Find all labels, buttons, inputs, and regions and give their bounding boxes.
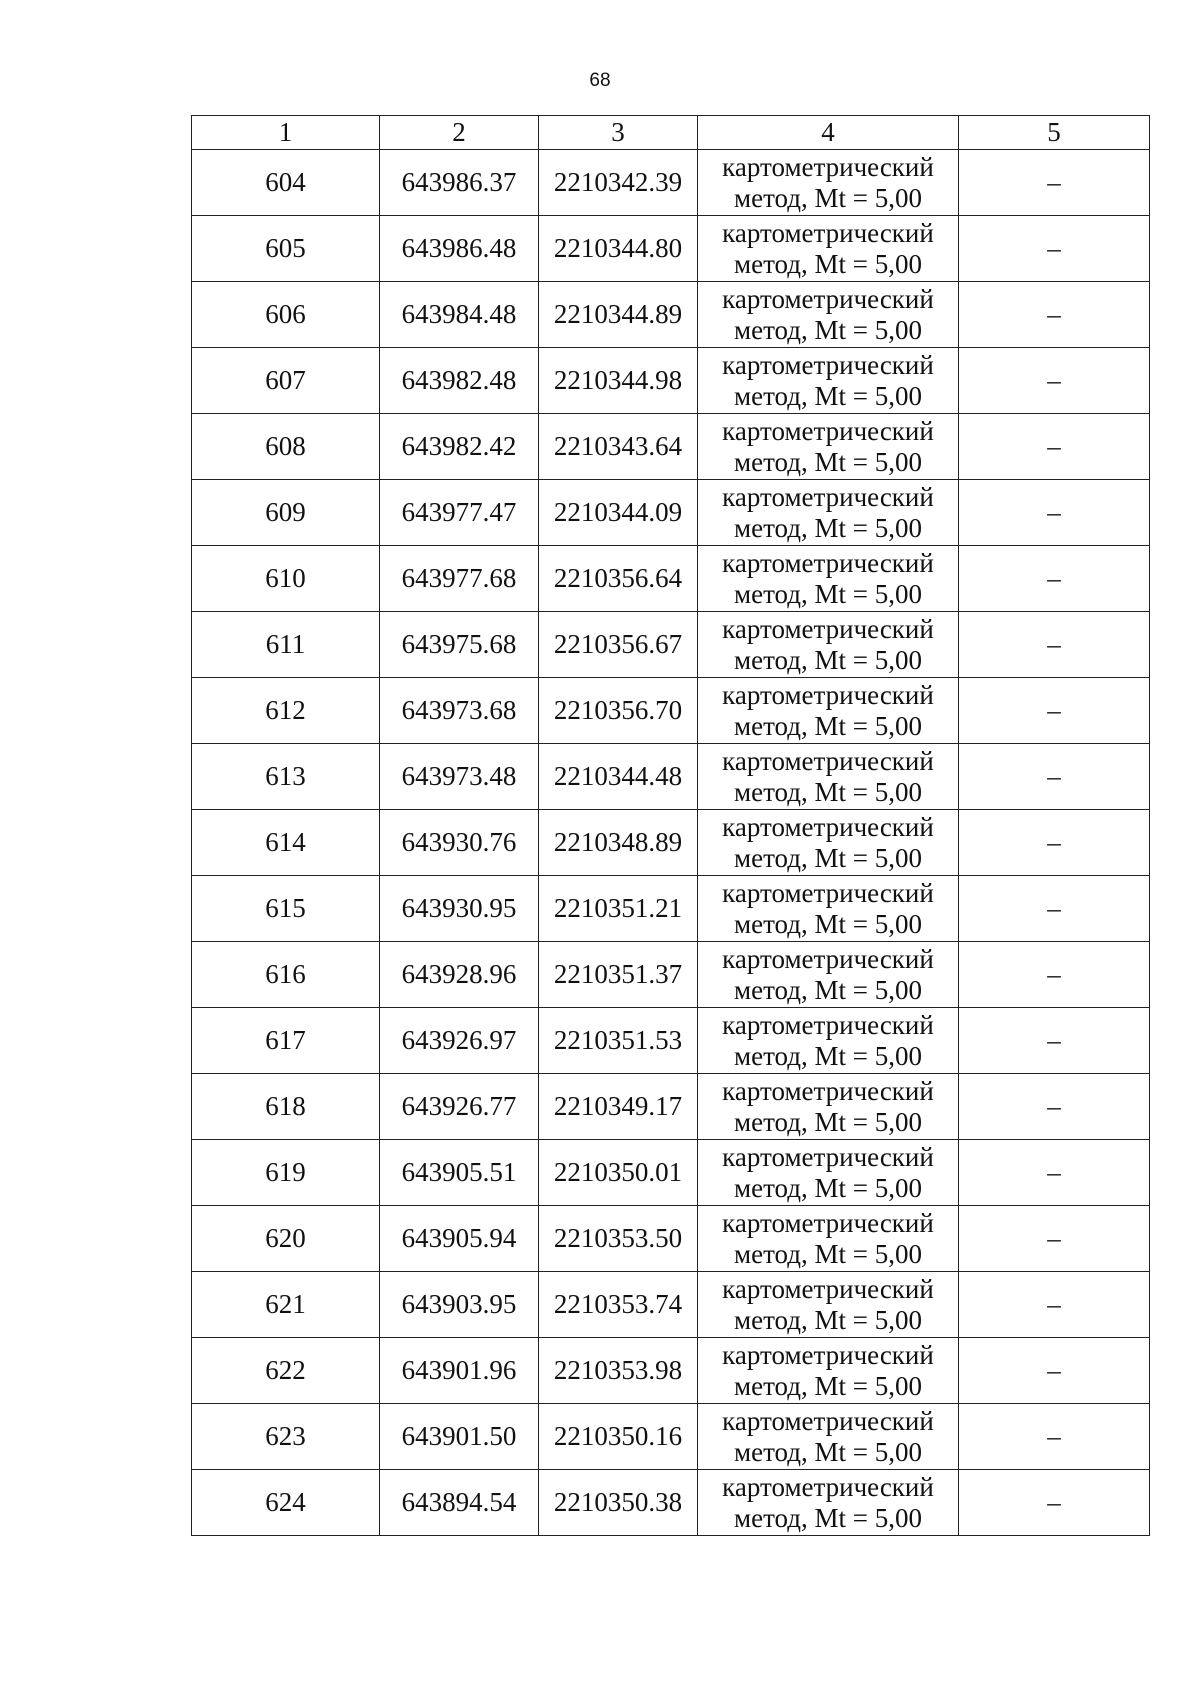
x-coordinate-cell: 643982.48: [380, 348, 539, 414]
method-name: картометрический: [722, 1141, 934, 1172]
method-cell: [698, 150, 959, 216]
method-name: картометрический: [722, 1273, 934, 1304]
method-cell: [698, 612, 959, 678]
table-row: [192, 1404, 1150, 1470]
y-coordinate-cell: 2210350.01: [539, 1140, 698, 1206]
note-cell: –: [959, 810, 1150, 876]
note-cell: –: [959, 1206, 1150, 1272]
method-accuracy: метод, Mt = 5,00: [734, 1040, 922, 1071]
method-cell: [698, 678, 959, 744]
point-number-cell: 614: [192, 810, 380, 876]
method-accuracy: метод, Mt = 5,00: [734, 842, 922, 873]
method-name: картометрический: [722, 811, 934, 842]
note-cell: –: [959, 414, 1150, 480]
x-coordinate-cell: 643986.37: [380, 150, 539, 216]
y-coordinate-cell: 2210356.64: [539, 546, 698, 612]
table-row: [192, 348, 1150, 414]
method-accuracy: метод, Mt = 5,00: [734, 908, 922, 939]
x-coordinate-cell: 643905.51: [380, 1140, 539, 1206]
method-accuracy: метод, Mt = 5,00: [734, 1106, 922, 1137]
method-name: картометрический: [722, 1075, 934, 1106]
point-number-cell: 610: [192, 546, 380, 612]
point-number-cell: 619: [192, 1140, 380, 1206]
table-row: [192, 678, 1150, 744]
method-name: картометрический: [722, 1009, 934, 1040]
header-col-3: 3: [539, 116, 698, 150]
method-accuracy: метод, Mt = 5,00: [734, 1436, 922, 1467]
header-col-2: 2: [380, 116, 539, 150]
point-number-cell: 609: [192, 480, 380, 546]
y-coordinate-cell: 2210350.16: [539, 1404, 698, 1470]
method-cell: [698, 216, 959, 282]
x-coordinate-cell: 643973.68: [380, 678, 539, 744]
method-cell: [698, 1470, 959, 1536]
method-name: картометрический: [722, 151, 934, 182]
y-coordinate-cell: 2210351.53: [539, 1008, 698, 1074]
x-coordinate-cell: 643986.48: [380, 216, 539, 282]
y-coordinate-cell: 2210353.50: [539, 1206, 698, 1272]
x-coordinate-cell: 643982.42: [380, 414, 539, 480]
point-number-cell: 604: [192, 150, 380, 216]
point-number-cell: 623: [192, 1404, 380, 1470]
x-coordinate-cell: 643984.48: [380, 282, 539, 348]
note-cell: –: [959, 1272, 1150, 1338]
method-accuracy: метод, Mt = 5,00: [734, 974, 922, 1005]
table-row: [192, 744, 1150, 810]
method-cell: [698, 1140, 959, 1206]
method-name: картометрический: [722, 1471, 934, 1502]
x-coordinate-cell: 643901.96: [380, 1338, 539, 1404]
table-row: [192, 1338, 1150, 1404]
note-cell: –: [959, 282, 1150, 348]
point-number-cell: 620: [192, 1206, 380, 1272]
y-coordinate-cell: 2210344.09: [539, 480, 698, 546]
method-name: картометрический: [722, 1339, 934, 1370]
y-coordinate-cell: 2210349.17: [539, 1074, 698, 1140]
method-name: картометрический: [722, 283, 934, 314]
y-coordinate-cell: 2210344.48: [539, 744, 698, 810]
method-accuracy: метод, Mt = 5,00: [734, 314, 922, 345]
note-cell: –: [959, 216, 1150, 282]
page-number: 68: [589, 70, 611, 91]
point-number-cell: 617: [192, 1008, 380, 1074]
header-col-5: 5: [959, 116, 1150, 150]
method-name: картометрический: [722, 1405, 934, 1436]
y-coordinate-cell: 2210344.98: [539, 348, 698, 414]
note-cell: –: [959, 348, 1150, 414]
header-col-1: 1: [192, 116, 380, 150]
method-accuracy: метод, Mt = 5,00: [734, 578, 922, 609]
note-cell: –: [959, 1338, 1150, 1404]
method-cell: [698, 1404, 959, 1470]
table-row: [192, 1470, 1150, 1536]
y-coordinate-cell: 2210344.89: [539, 282, 698, 348]
method-accuracy: метод, Mt = 5,00: [734, 1238, 922, 1269]
table-row: [192, 876, 1150, 942]
method-accuracy: метод, Mt = 5,00: [734, 446, 922, 477]
table-row: [192, 546, 1150, 612]
method-cell: [698, 1008, 959, 1074]
method-cell: [698, 1338, 959, 1404]
method-cell: [698, 546, 959, 612]
method-cell: [698, 348, 959, 414]
x-coordinate-cell: 643926.77: [380, 1074, 539, 1140]
y-coordinate-cell: 2210356.70: [539, 678, 698, 744]
method-accuracy: метод, Mt = 5,00: [734, 1172, 922, 1203]
method-name: картометрический: [722, 349, 934, 380]
point-number-cell: 606: [192, 282, 380, 348]
method-accuracy: метод, Mt = 5,00: [734, 776, 922, 807]
point-number-cell: 618: [192, 1074, 380, 1140]
method-accuracy: метод, Mt = 5,00: [734, 512, 922, 543]
method-accuracy: метод, Mt = 5,00: [734, 1304, 922, 1335]
x-coordinate-cell: 643977.47: [380, 480, 539, 546]
note-cell: –: [959, 1470, 1150, 1536]
table-row: [192, 612, 1150, 678]
point-number-cell: 621: [192, 1272, 380, 1338]
method-cell: [698, 744, 959, 810]
method-cell: [698, 810, 959, 876]
table-header: [192, 116, 1150, 150]
method-name: картометрический: [722, 547, 934, 578]
note-cell: –: [959, 1404, 1150, 1470]
point-number-cell: 616: [192, 942, 380, 1008]
table-body: [192, 150, 1150, 1536]
y-coordinate-cell: 2210351.21: [539, 876, 698, 942]
method-cell: [698, 876, 959, 942]
table-row: [192, 1074, 1150, 1140]
table-row: [192, 942, 1150, 1008]
method-name: картометрический: [722, 679, 934, 710]
table-row: [192, 1008, 1150, 1074]
method-accuracy: метод, Mt = 5,00: [734, 248, 922, 279]
x-coordinate-cell: 643928.96: [380, 942, 539, 1008]
header-col-4: 4: [698, 116, 959, 150]
note-cell: –: [959, 480, 1150, 546]
method-name: картометрический: [722, 415, 934, 446]
y-coordinate-cell: 2210348.89: [539, 810, 698, 876]
method-cell: [698, 1074, 959, 1140]
table-row: [192, 414, 1150, 480]
method-accuracy: метод, Mt = 5,00: [734, 710, 922, 741]
note-cell: –: [959, 744, 1150, 810]
y-coordinate-cell: 2210353.98: [539, 1338, 698, 1404]
point-number-cell: 612: [192, 678, 380, 744]
method-name: картометрический: [722, 1207, 934, 1238]
note-cell: –: [959, 678, 1150, 744]
coordinates-table: [191, 115, 1150, 1536]
method-cell: [698, 414, 959, 480]
header-row: [192, 116, 1150, 150]
point-number-cell: 613: [192, 744, 380, 810]
y-coordinate-cell: 2210356.67: [539, 612, 698, 678]
table-row: [192, 216, 1150, 282]
x-coordinate-cell: 643903.95: [380, 1272, 539, 1338]
table-row: [192, 1272, 1150, 1338]
y-coordinate-cell: 2210342.39: [539, 150, 698, 216]
y-coordinate-cell: 2210353.74: [539, 1272, 698, 1338]
x-coordinate-cell: 643930.76: [380, 810, 539, 876]
y-coordinate-cell: 2210351.37: [539, 942, 698, 1008]
method-accuracy: метод, Mt = 5,00: [734, 380, 922, 411]
table-row: [192, 150, 1150, 216]
method-name: картометрический: [722, 613, 934, 644]
table-row: [192, 810, 1150, 876]
x-coordinate-cell: 643930.95: [380, 876, 539, 942]
point-number-cell: 607: [192, 348, 380, 414]
note-cell: –: [959, 942, 1150, 1008]
method-cell: [698, 942, 959, 1008]
table-row: [192, 480, 1150, 546]
table-row: [192, 282, 1150, 348]
method-accuracy: метод, Mt = 5,00: [734, 1370, 922, 1401]
x-coordinate-cell: 643973.48: [380, 744, 539, 810]
method-cell: [698, 1206, 959, 1272]
method-cell: [698, 282, 959, 348]
method-name: картометрический: [722, 877, 934, 908]
y-coordinate-cell: 2210344.80: [539, 216, 698, 282]
table-row: [192, 1206, 1150, 1272]
y-coordinate-cell: 2210343.64: [539, 414, 698, 480]
x-coordinate-cell: 643977.68: [380, 546, 539, 612]
method-accuracy: метод, Mt = 5,00: [734, 1502, 922, 1533]
y-coordinate-cell: 2210350.38: [539, 1470, 698, 1536]
note-cell: –: [959, 1074, 1150, 1140]
x-coordinate-cell: 643905.94: [380, 1206, 539, 1272]
method-cell: [698, 480, 959, 546]
method-name: картометрический: [722, 745, 934, 776]
point-number-cell: 622: [192, 1338, 380, 1404]
note-cell: –: [959, 150, 1150, 216]
method-accuracy: метод, Mt = 5,00: [734, 182, 922, 213]
x-coordinate-cell: 643894.54: [380, 1470, 539, 1536]
method-name: картометрический: [722, 481, 934, 512]
note-cell: –: [959, 546, 1150, 612]
method-name: картометрический: [722, 217, 934, 248]
point-number-cell: 624: [192, 1470, 380, 1536]
point-number-cell: 605: [192, 216, 380, 282]
point-number-cell: 611: [192, 612, 380, 678]
x-coordinate-cell: 643926.97: [380, 1008, 539, 1074]
note-cell: –: [959, 1140, 1150, 1206]
x-coordinate-cell: 643975.68: [380, 612, 539, 678]
method-accuracy: метод, Mt = 5,00: [734, 644, 922, 675]
method-cell: [698, 1272, 959, 1338]
point-number-cell: 615: [192, 876, 380, 942]
table-row: [192, 1140, 1150, 1206]
method-name: картометрический: [722, 943, 934, 974]
note-cell: –: [959, 1008, 1150, 1074]
x-coordinate-cell: 643901.50: [380, 1404, 539, 1470]
note-cell: –: [959, 876, 1150, 942]
point-number-cell: 608: [192, 414, 380, 480]
note-cell: –: [959, 612, 1150, 678]
